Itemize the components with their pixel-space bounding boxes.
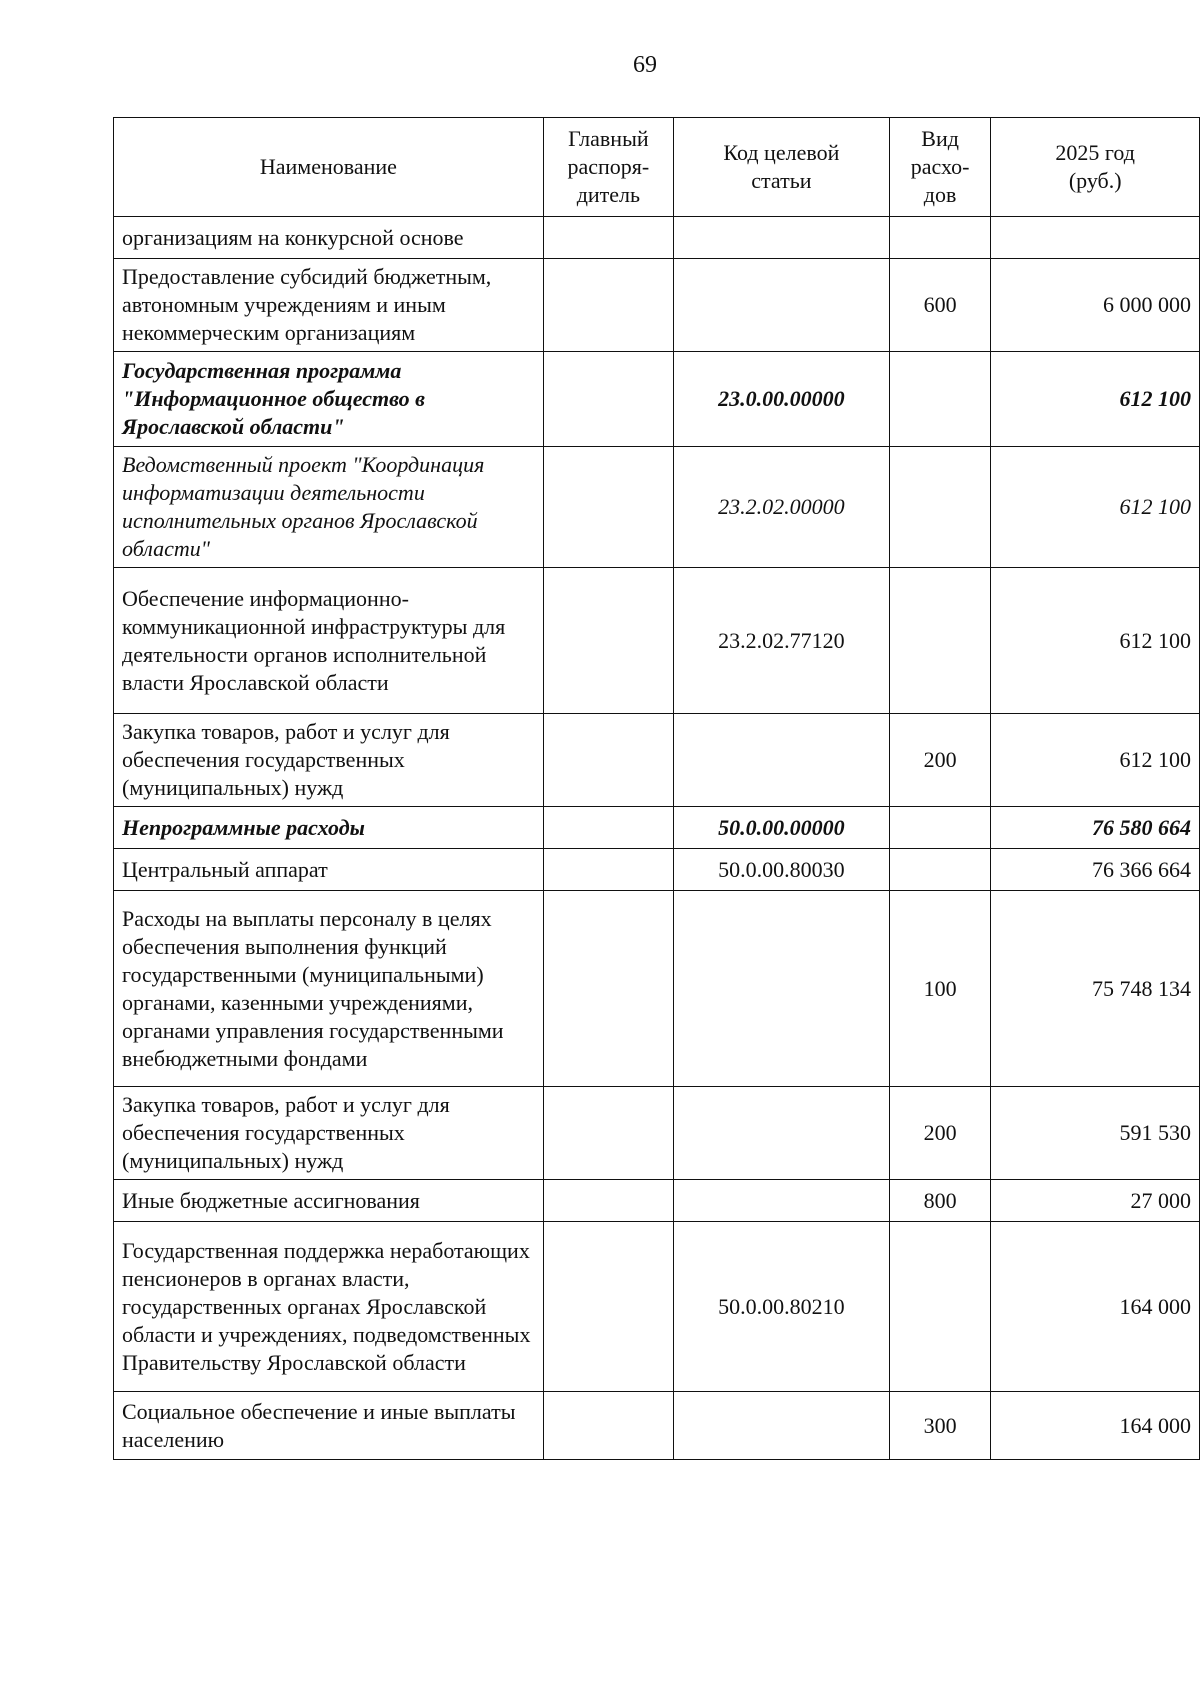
cell-code: 23.0.00.00000: [673, 352, 889, 447]
cell-grbs: [543, 1222, 673, 1392]
header-code: Код целевой статьи: [673, 118, 889, 217]
cell-grbs: [543, 259, 673, 352]
cell-name: Непрограммные расходы: [114, 807, 544, 849]
cell-grbs: [543, 447, 673, 568]
cell-type: 600: [889, 259, 991, 352]
cell-code: [673, 217, 889, 259]
cell-amount: 6 000 000: [991, 259, 1200, 352]
header-row: [114, 118, 1200, 217]
cell-code: 50.0.00.80210: [673, 1222, 889, 1392]
table-row: [114, 1392, 1200, 1460]
header-type: Вид расхо- дов: [889, 118, 991, 217]
table-row: [114, 259, 1200, 352]
table-row: [114, 568, 1200, 714]
cell-name: Закупка товаров, работ и услуг для обеспечения государственных (муниципальных) нужд: [114, 714, 544, 807]
budget-table: [113, 117, 1200, 1460]
cell-grbs: [543, 1180, 673, 1222]
cell-type: 200: [889, 1087, 991, 1180]
cell-name: Расходы на выплаты персоналу в целях обеспечения выполнения функций государственными (муниципальными) органами, казенными учреждениями, органами управления государственными внебюджетными фондами: [114, 891, 544, 1087]
cell-code: [673, 1087, 889, 1180]
cell-code: 50.0.00.80030: [673, 849, 889, 891]
cell-amount: 591 530: [991, 1087, 1200, 1180]
cell-name: Государственная программа "Информационное общество в Ярославской области": [114, 352, 544, 447]
cell-amount: 164 000: [991, 1222, 1200, 1392]
table-row: [114, 1087, 1200, 1180]
header-amount: 2025 год (руб.): [991, 118, 1200, 217]
table-row: [114, 217, 1200, 259]
cell-grbs: [543, 1087, 673, 1180]
cell-amount: 164 000: [991, 1392, 1200, 1460]
cell-code: 23.2.02.77120: [673, 568, 889, 714]
cell-name: Предоставление субсидий бюджетным, автономным учреждениям и иным некоммерческим организациям: [114, 259, 544, 352]
cell-grbs: [543, 1392, 673, 1460]
cell-code: [673, 1392, 889, 1460]
page-number: 69: [633, 52, 657, 78]
table-row: [114, 891, 1200, 1087]
cell-amount: [991, 217, 1200, 259]
cell-name: Обеспечение информационно-коммуникационной инфраструктуры для деятельности органов исполнительной власти Ярославской области: [114, 568, 544, 714]
cell-amount: 612 100: [991, 714, 1200, 807]
table-header: [114, 118, 1200, 217]
cell-code: [673, 714, 889, 807]
header-grbs: Главный распоря- дитель: [543, 118, 673, 217]
header-name: Наименование: [114, 118, 544, 217]
table-row: [114, 1180, 1200, 1222]
cell-grbs: [543, 568, 673, 714]
cell-amount: 75 748 134: [991, 891, 1200, 1087]
cell-name: организациям на конкурсной основе: [114, 217, 544, 259]
table-row: [114, 447, 1200, 568]
cell-type: [889, 807, 991, 849]
cell-grbs: [543, 807, 673, 849]
cell-amount: 612 100: [991, 568, 1200, 714]
cell-type: [889, 447, 991, 568]
cell-code: [673, 259, 889, 352]
cell-grbs: [543, 849, 673, 891]
table-row: [114, 807, 1200, 849]
cell-type: [889, 352, 991, 447]
table-row: [114, 714, 1200, 807]
cell-name: Закупка товаров, работ и услуг для обеспечения государственных (муниципальных) нужд: [114, 1087, 544, 1180]
table-row: [114, 352, 1200, 447]
cell-code: 50.0.00.00000: [673, 807, 889, 849]
cell-grbs: [543, 714, 673, 807]
cell-name: Иные бюджетные ассигнования: [114, 1180, 544, 1222]
cell-amount: 612 100: [991, 447, 1200, 568]
cell-grbs: [543, 217, 673, 259]
cell-type: 800: [889, 1180, 991, 1222]
cell-amount: 76 580 664: [991, 807, 1200, 849]
cell-type: 300: [889, 1392, 991, 1460]
cell-grbs: [543, 891, 673, 1087]
cell-name: Центральный аппарат: [114, 849, 544, 891]
cell-code: [673, 891, 889, 1087]
cell-amount: 27 000: [991, 1180, 1200, 1222]
cell-type: [889, 568, 991, 714]
cell-type: 100: [889, 891, 991, 1087]
cell-name: Ведомственный проект "Координация информатизации деятельности исполнительных органов Ярославской области": [114, 447, 544, 568]
cell-type: [889, 217, 991, 259]
cell-name: Социальное обеспечение и иные выплаты населению: [114, 1392, 544, 1460]
cell-type: [889, 1222, 991, 1392]
cell-code: [673, 1180, 889, 1222]
table-row: [114, 849, 1200, 891]
cell-grbs: [543, 352, 673, 447]
cell-amount: 76 366 664: [991, 849, 1200, 891]
cell-type: [889, 849, 991, 891]
table-row: [114, 1222, 1200, 1392]
table-body: [114, 217, 1200, 1460]
cell-amount: 612 100: [991, 352, 1200, 447]
cell-code: 23.2.02.00000: [673, 447, 889, 568]
cell-type: 200: [889, 714, 991, 807]
cell-name: Государственная поддержка неработающих пенсионеров в органах власти, государственных органах Ярославской области и учреждениях, подведомственных Правительству Ярославской области: [114, 1222, 544, 1392]
